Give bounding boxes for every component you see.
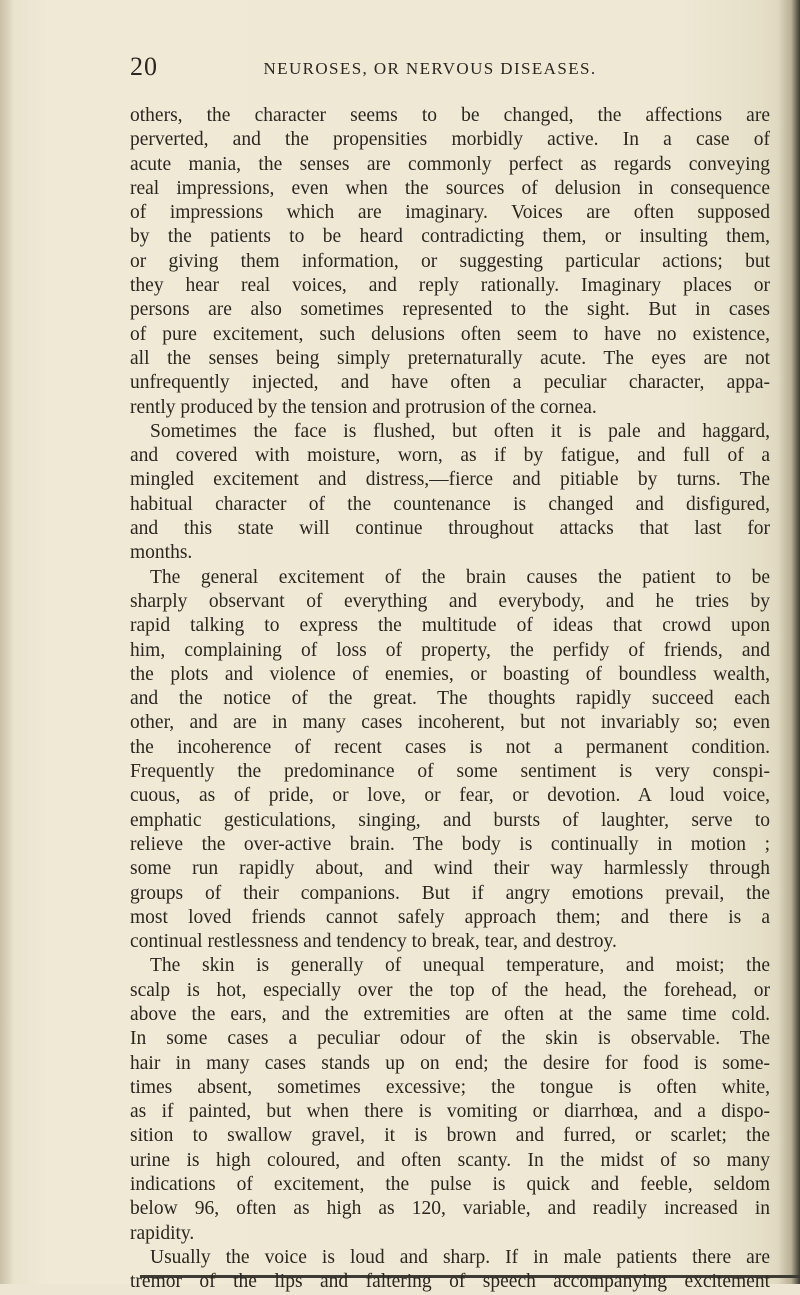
text-line: emphatic gesticulations, singing, and bursts of laughter, serve to [130,809,770,831]
text-line: relieve the over-active brain. The body is continually in motion ; [130,833,770,855]
text-line: tremor of the lips and faltering of speech accompanying excitement [130,1271,770,1293]
text-line: of impressions which are imaginary. Voices are often supposed [130,202,770,224]
text-line: as if painted, but when there is vomiting or diarrhœa, and a dispo- [130,1101,770,1123]
text-line: The general excitement of the brain causes the patient to be [150,566,770,588]
page-header [130,52,770,88]
text-line: rapid talking to express the multitude of ideas that crowd upon [130,615,770,637]
text-line: above the ears, and the extremities are often at the same time cold. [130,1003,770,1025]
text-line: unfrequently injected, and have often a peculiar character, appa- [130,372,770,394]
text-line: perverted, and the propensities morbidly active. In a case of [130,129,770,151]
text-line: the incoherence of recent cases is not a permanent condition. [130,736,770,758]
text-line: below 96, often as high as 120, variable, and readily increased in [130,1198,770,1220]
text-line: sition to swallow gravel, it is brown and furred, or scarlet; the [130,1125,770,1147]
text-line: rapidity. [130,1222,195,1244]
text-line: hair in many cases stands up on end; the desire for food is some- [130,1052,770,1074]
page-number: 20 [130,52,158,81]
text-line: sharply observant of everything and everybody, and he tries by [130,590,770,612]
text-line: Frequently the predominance of some sentiment is very conspi- [130,761,770,783]
page-left-edge-shadow [0,0,14,1284]
text-line: indications of excitement, the pulse is quick and feeble, seldom [130,1174,770,1196]
text-line: they hear real voices, and reply rationally. Imaginary places or [130,275,770,297]
text-line: most loved friends cannot safely approach them; and there is a [130,906,770,928]
text-line: groups of their companions. But if angry emotions prevail, the [130,882,770,904]
text-line: and this state will continue throughout attacks that last for [130,518,770,540]
text-line: and the notice of the great. The thoughts rapidly succeed each [130,688,770,710]
text-line: rently produced by the tension and protrusion of the cornea. [130,396,597,418]
text-line: Usually the voice is loud and sharp. If in male patients there are [150,1246,770,1268]
body-text [130,104,770,1295]
text-line: In some cases a peculiar odour of the skin is observable. The [130,1028,770,1050]
text-line: The skin is generally of unequal temperature, and moist; the [150,955,770,977]
text-line: times absent, sometimes excessive; the tongue is often white, [130,1076,770,1098]
text-line: scalp is hot, especially over the top of the head, the forehead, or [130,979,770,1001]
text-line: other, and are in many cases incoherent, but not invariably so; even [130,712,770,734]
text-line: Sometimes the face is flushed, but often it is pale and haggard, [150,420,770,442]
page-right-edge-shadow [778,0,800,1284]
text-line: or giving them information, or suggesting particular actions; but [130,250,770,272]
text-line: continual restlessness and tendency to break, tear, and destroy. [130,931,617,953]
text-line: persons are also sometimes represented to the sight. But in cases [130,299,770,321]
text-line: months. [130,542,193,564]
text-line: mingled excitement and distress,—fierce and pitiable by turns. The [130,469,770,491]
text-line: him, complaining of loss of property, the perfidy of friends, and [130,639,770,661]
text-line: some run rapidly about, and wind their way harmlessly through [130,858,770,880]
text-line: and covered with moisture, worn, as if by fatigue, and full of a [130,445,770,467]
text-line: real impressions, even when the sources of delusion in consequence [130,177,770,199]
text-line: the plots and violence of enemies, or boasting of boundless wealth, [130,663,770,685]
text-line: all the senses being simply preternaturally acute. The eyes are not [130,347,770,369]
text-line: by the patients to be heard contradicting them, or insulting them, [130,226,770,248]
text-line: urine is high coloured, and often scanty. In the midst of so many [130,1149,770,1171]
text-line: acute mania, the senses are commonly perfect as regards conveying [130,153,770,175]
text-line: cuous, as of pride, or love, or fear, or devotion. A loud voice, [130,785,770,807]
text-line: others, the character seems to be changed, the affections are [130,105,770,126]
text-line: habitual character of the countenance is changed and disfigured, [130,493,770,515]
text-line: of pure excitement, such delusions often seem to have no existence, [130,323,770,345]
running-title: NEUROSES, OR NERVOUS DISEASES. [263,59,597,78]
